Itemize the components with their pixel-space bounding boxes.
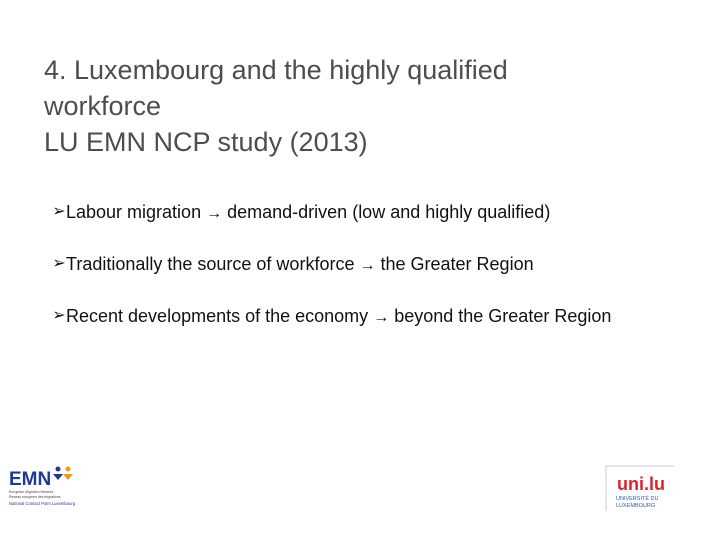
emn-logo-figure-body-orange — [63, 474, 73, 480]
university-logo-line-1: UNIVERSITÉ DU — [616, 496, 659, 502]
right-arrow-icon: → — [373, 309, 390, 326]
bullet-after-text: the Greater Region — [380, 254, 534, 274]
title-line-1: 4. Luxembourg and the highly qualified — [44, 55, 508, 85]
emn-logo-subtitle: National Contact Point Luxembourg — [9, 501, 76, 506]
emn-logo-figure-body — [53, 474, 63, 480]
emn-logo-wordmark: EMN — [9, 469, 52, 490]
title-line-2: workforce — [44, 91, 162, 121]
emn-logo — [6, 462, 81, 512]
bullet-item-source-workforce — [52, 250, 712, 278]
emn-logo-figure-head-orange — [66, 467, 71, 472]
bullet-arrowhead-icon: ➢ — [52, 203, 66, 220]
slide-title — [44, 52, 684, 160]
bullet-text — [66, 250, 534, 280]
title-line-3: LU EMN NCP study (2013) — [44, 127, 368, 157]
bullet-text — [66, 198, 550, 228]
bullet-after-text: demand-driven (low and highly qualified) — [227, 202, 551, 222]
university-logo-svg — [604, 462, 676, 512]
bullet-before-text: Recent developments of the economy — [66, 306, 369, 326]
bullet-after-text: beyond the Greater Region — [394, 306, 612, 326]
bullet-before-text: Labour migration — [66, 202, 202, 222]
emn-logo-figure-head — [56, 467, 61, 472]
right-arrow-icon: → — [359, 257, 376, 274]
right-arrow-icon: → — [206, 205, 223, 222]
university-logo-wordmark: uni.lu — [617, 474, 665, 494]
bullet-item-labour-migration — [52, 198, 712, 226]
emn-logo-svg — [6, 462, 81, 512]
bullet-before-text: Traditionally the source of workforce — [66, 254, 355, 274]
bullet-arrowhead-icon: ➢ — [52, 307, 66, 324]
bullet-text — [66, 302, 611, 332]
bullet-item-economy — [52, 302, 712, 330]
university-logo — [604, 462, 676, 512]
bullet-list — [52, 198, 712, 330]
emn-logo-line-1: European Migration Network — [9, 490, 54, 494]
emn-logo-line-2: Reseau europeen des migrations — [9, 495, 61, 499]
university-logo-line-2: LUXEMBOURG — [616, 503, 656, 509]
bullet-arrowhead-icon: ➢ — [52, 255, 66, 272]
